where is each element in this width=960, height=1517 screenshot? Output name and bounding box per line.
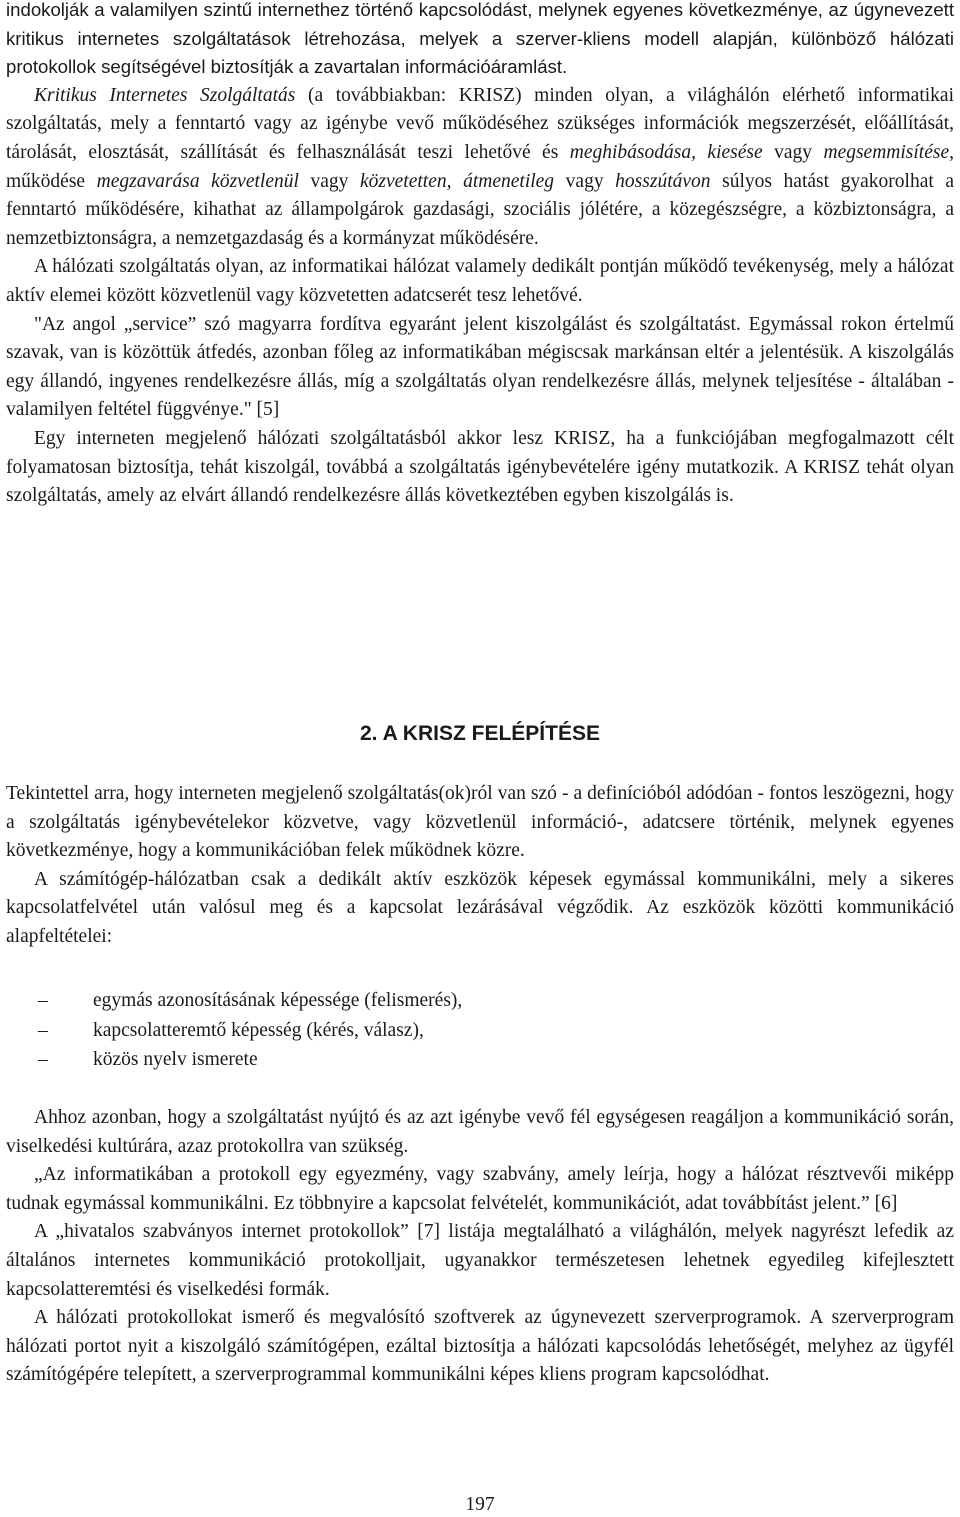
dash-bullet-icon: – (38, 1049, 48, 1070)
paragraph-krisz-condition: Egy interneten megjelenő hálózati szolgáltatásból akkor lesz KRISZ, ha a funkciójában megfogalmazott célt folyamatosan biztosítja, tehát kiszolgál, továbbá a szolgáltatás igénybevételére igény mutatkozik. A KRISZ tehát olyan szolgáltatás, amely az elvárt állandó rendelkezésre állás következtében egyben kiszolgálás is. (6, 427, 954, 507)
block-three (6, 1104, 954, 1390)
page-number: 197 (465, 1494, 495, 1515)
list-item: – egymás azonosításának képessége (felismerés), (6, 986, 954, 1016)
paragraph-intro: indokolják a valamilyen szintű internethez történő kapcsolódást, melynek egyenes következménye, az úgynevezett kritikus internetes szolgáltatások létrehozása, melyek a szerver-kliens modell alapján, különböző hálózati protokollok segítségével biztosítják a zavartalan információáramlást. (6, 0, 954, 78)
list-item: – közös nyelv ismerete (6, 1045, 954, 1075)
dash-bullet-icon: – (38, 990, 48, 1011)
paragraph-protocol-quote: „Az informatikában a protokoll egy egyezmény, vagy szabvány, amely leírja, hogy a hálózat résztvevői miképp tudnak egymással kommunikálni. Ez többnyire a kapcsolat felvételét, kommunikációt, adat továbbítást jelent.” [6] (6, 1164, 954, 1214)
paragraph-official-protocols: A „hivatalos szabványos internet protokollok” [7] listája megtalálható a világhálón, melyek nagyrészt lefedik az általános internetes kommunikáció protokolljait, ugyanakkor természetesen lehetnek egyedileg kifejlesztett kapcsolatteremtési és viselkedési formák. (6, 1221, 954, 1300)
paragraph-krisz-definition: Kritikus Internetes Szolgáltatás (a továbbiakban: KRISZ) minden olyan, a világhálón elérhető informatikai szolgáltatás, mely a fenntartó vagy az igénybe vevő működéséhez szükséges információk megszerzését, előállítását, tárolását, elosztását, szállítását és felhasználását teszi lehetővé és meghibásodása, kiesése vagy megsemmisítése, működése megzavarása közvetlenül vagy közvetetten, átmenetileg vagy hosszútávon súlyos hatást gyakorolhat a fenntartó működésére, kihathat az állampolgárok gazdasági, szociális jólétére, a közegészségre, a közbiztonságra, a nemzetbiztonságra, a nemzetgazdaság és a kormányzat működésére. (6, 84, 955, 249)
paragraph-service-quote: "Az angol „service” szó magyarra fordítva egyaránt jelent kiszolgálást és szolgáltatást. Egymással rokon értelmű szavak, van is közöttük átfedés, azonban főleg az informatikában mégiscsak markánsan eltér a jelentésük. A kiszolgálás egy állandó, ingyenes rendelkezésre állás, míg a szolgáltatás olyan rendelkezésre állás, melynek teljesítése - általában - valamilyen feltétel függvénye." [5] (6, 313, 954, 421)
paragraph-network-devices: A számítógép-hálózatban csak a dedikált aktív eszközök képesek egymással kommunikálni, mely a sikeres kapcsolatfelvétel után valósul meg és a kapcsolat lezárásával végződik. Az eszközök közötti kommunikáció alapfeltételei: (6, 868, 954, 947)
paragraph-protocol-need: Ahhoz azonban, hogy a szolgáltatást nyújtó és az azt igénybe vevő fél egységesen reagáljon a kommunikáció során, viselkedési kultúrára, azaz protokollra van szükség. (6, 1107, 954, 1157)
dash-bullet-icon: – (38, 1019, 48, 1041)
list-item: – kapcsolatteremtő képesség (kérés, válasz), (6, 1016, 954, 1046)
paragraph-network-service: A hálózati szolgáltatás olyan, az informatikai hálózat valamely dedikált pontján működő tevékenység, mely a hálózat aktív elemei között közvetlenül vagy közvetetten adatcserét tesz lehetővé. (6, 256, 954, 306)
block-two (6, 780, 954, 952)
paragraph-server-programs: A hálózati protokollokat ismerő és megvalósító szoftverek az úgynevezett szerverprogramok. A szerverprogram hálózati portot nyit a kiszolgáló számítógépen, ezáltal biztosítja a hálózati kapcsolódás lehetőségét, melyhez az ügyfél számítógépére telepített, a szerverprogrammal kommunikálni képes kliens program kapcsolódhat. (6, 1307, 954, 1386)
term-krisz: Kritikus Internetes Szolgáltatás (34, 84, 296, 106)
conditions-list (6, 986, 954, 1075)
block-one (6, 0, 954, 511)
section-heading: 2. A KRISZ FELÉPÍTÉSE (360, 722, 600, 745)
paragraph-communication: Tekintettel arra, hogy interneten megjelenő szolgáltatás(ok)ról van szó - a definícióból adódóan - fontos leszögezni, hogy a szolgáltatás igénybevételekor közvetve, vagy közvetlenül információ-, adatcsere történik, melynek egyenes következménye, hogy a kommunikációban felek működnek közre. (6, 783, 954, 862)
